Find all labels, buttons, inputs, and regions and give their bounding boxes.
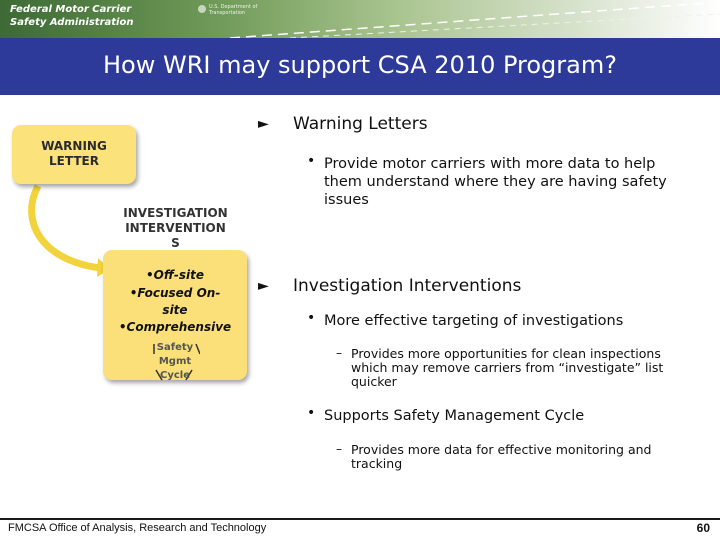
- footer-office: FMCSA Office of Analysis, Research and Technology: [8, 522, 267, 534]
- dot-seal-icon: [198, 5, 206, 13]
- item-comprehensive: •Comprehensive: [118, 320, 232, 334]
- footer-divider: [0, 518, 720, 520]
- warning-letters-detail-line-2: them understand where they are having safety: [324, 174, 667, 190]
- bullet-dot-icon: •: [307, 405, 316, 421]
- targeting-detail: More effective targeting of investigations: [324, 313, 624, 329]
- bullet-warning-letters: Warning Letters: [293, 114, 428, 134]
- cycle-line-2: Mgmt: [158, 356, 192, 367]
- investigation-title-line-1: INVESTIGATION: [123, 206, 228, 220]
- warning-letter-label: [12, 139, 136, 169]
- slide-title: How WRI may support CSA 2010 Program?: [103, 51, 617, 79]
- dept-line-1: U.S. Department of: [209, 4, 258, 10]
- title-bar: [0, 38, 720, 95]
- bullet-arrow-icon: ►: [258, 116, 269, 132]
- safety-mgmt-cycle: [150, 340, 200, 382]
- clean-inspections-detail: [351, 347, 711, 389]
- brand-line-1: Federal Motor Carrier: [10, 4, 132, 15]
- item-off-site: •Off-site: [146, 268, 204, 282]
- bullet-investigation-interventions: Investigation Interventions: [293, 276, 522, 296]
- clean-inspections-line-2: which may remove carriers from “investigate” list: [351, 360, 664, 375]
- dot-department: [209, 4, 257, 16]
- bullet-dot-icon: •: [307, 153, 316, 169]
- warning-label-2: LETTER: [49, 154, 99, 168]
- dept-line-2: Transportation: [209, 10, 246, 16]
- flow-arrow-icon: [20, 180, 110, 280]
- clean-inspections-line-3: quicker: [351, 374, 397, 389]
- safety-cycle-detail: Supports Safety Management Cycle: [324, 408, 585, 424]
- bullet-dash-icon: –: [336, 346, 342, 360]
- investigation-interventions-title: [108, 206, 243, 251]
- investigation-title-line-3: S: [171, 236, 180, 250]
- bullet-dot-icon: •: [307, 310, 316, 326]
- warning-letters-detail: [324, 155, 709, 209]
- road-image: [230, 0, 720, 38]
- warning-label-1: WARNING: [41, 139, 107, 153]
- monitoring-line-2: tracking: [351, 456, 403, 471]
- item-focused-on-site: •Focused On-: [129, 286, 221, 300]
- cycle-line-1: Safety: [156, 342, 194, 353]
- monitoring-detail: [351, 443, 711, 471]
- warning-letters-detail-line-3: issues: [324, 192, 369, 208]
- warning-letter-box: [12, 125, 136, 184]
- monitoring-line-1: Provides more data for effective monitoring and: [351, 442, 652, 457]
- clean-inspections-line-1: Provides more opportunities for clean inspections: [351, 346, 661, 361]
- brand-line-2: Safety Administration: [10, 17, 134, 28]
- fmcsa-brand: [10, 3, 133, 29]
- page-number: 60: [696, 521, 710, 535]
- investigation-title-line-2: INTERVENTION: [125, 221, 226, 235]
- bullet-arrow-icon: ►: [258, 278, 269, 294]
- bullet-dash-icon: –: [336, 442, 342, 456]
- item-focused-on-site-cont: site: [162, 303, 188, 317]
- warning-letters-detail-line-1: Provide motor carriers with more data to help: [324, 156, 656, 172]
- header-banner: [0, 0, 720, 38]
- cycle-line-3: Cycle: [160, 370, 190, 381]
